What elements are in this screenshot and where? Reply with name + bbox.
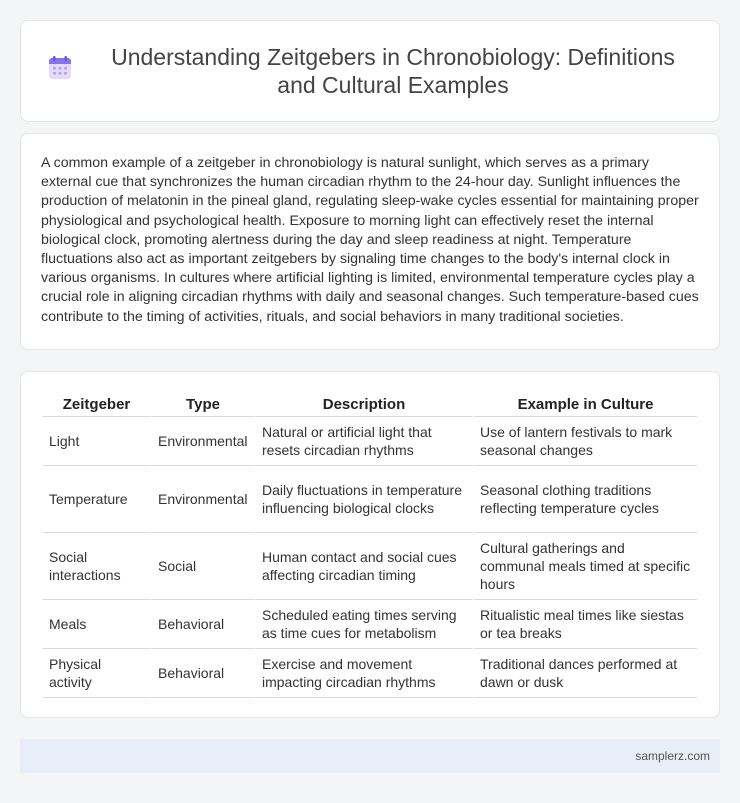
header-type: Type xyxy=(150,392,254,417)
cell-type: Environmental xyxy=(150,417,254,466)
cell-zeitgeber: Social interactions xyxy=(43,533,150,600)
cell-example: Cultural gatherings and communal meals timed at specific hours xyxy=(472,533,697,600)
header-example: Example in Culture xyxy=(472,392,697,417)
calendar-icon xyxy=(47,55,73,81)
cell-description: Natural or artificial light that resets circadian rhythms xyxy=(254,417,472,466)
cell-zeitgeber: Meals xyxy=(43,600,150,649)
table-row xyxy=(43,466,697,533)
intro-card xyxy=(20,133,720,350)
cell-description: Exercise and movement impacting circadian rhythms xyxy=(254,649,472,698)
cell-description: Daily fluctuations in temperature influencing biological clocks xyxy=(254,466,472,533)
table-row xyxy=(43,533,697,600)
cell-example: Ritualistic meal times like siestas or tea breaks xyxy=(472,600,697,649)
cell-type: Behavioral xyxy=(150,600,254,649)
cell-description: Scheduled eating times serving as time cues for metabolism xyxy=(254,600,472,649)
cell-zeitgeber: Temperature xyxy=(43,466,150,533)
cell-type: Social xyxy=(150,533,254,600)
zeitgeber-table xyxy=(43,392,697,698)
table-header-row xyxy=(43,392,697,417)
table-row xyxy=(43,649,697,698)
footer xyxy=(20,739,720,773)
cell-zeitgeber: Physical activity xyxy=(43,649,150,698)
cell-example: Seasonal clothing traditions reflecting temperature cycles xyxy=(472,466,697,533)
table-row xyxy=(43,417,697,466)
footer-site-link[interactable]: samplerz.com xyxy=(635,749,710,763)
cell-type: Environmental xyxy=(150,466,254,533)
intro-paragraph: A common example of a zeitgeber in chronobiology is natural sunlight, which serves as a primary external cue that synchronizes the human circadian rhythm to the 24-hour day. Sunlight influences the production of melatonin in the pineal gland, regulating sleep-wake cycles essential for maintaining proper physiological and psychological health. Exposure to morning light can effectively reset the internal biological clock, promoting alertness during the day and sleep readiness at night. Temperature fluctuations also act as important zeitgebers by signaling time changes to the body's internal clock in various organisms. In cultures where artificial lighting is limited, environmental temperature cycles play a crucial role in aligning circadian rhythms with daily and seasonal changes. Such temperature-based cues contribute to the timing of activities, rituals, and social behaviors in many traditional societies. xyxy=(41,155,699,325)
cell-example: Use of lantern festivals to mark seasonal changes xyxy=(472,417,697,466)
table-row xyxy=(43,600,697,649)
title-row xyxy=(21,21,719,121)
cell-description: Human contact and social cues affecting circadian timing xyxy=(254,533,472,600)
title-card xyxy=(20,20,720,122)
cell-example: Traditional dances performed at dawn or dusk xyxy=(472,649,697,698)
header-description: Description xyxy=(254,392,472,417)
page-title: Understanding Zeitgebers in Chronobiology: Definitions and Cultural Examples xyxy=(111,44,675,98)
header-zeitgeber: Zeitgeber xyxy=(43,392,150,417)
table-card xyxy=(20,371,720,718)
cell-zeitgeber: Light xyxy=(43,417,150,466)
cell-type: Behavioral xyxy=(150,649,254,698)
